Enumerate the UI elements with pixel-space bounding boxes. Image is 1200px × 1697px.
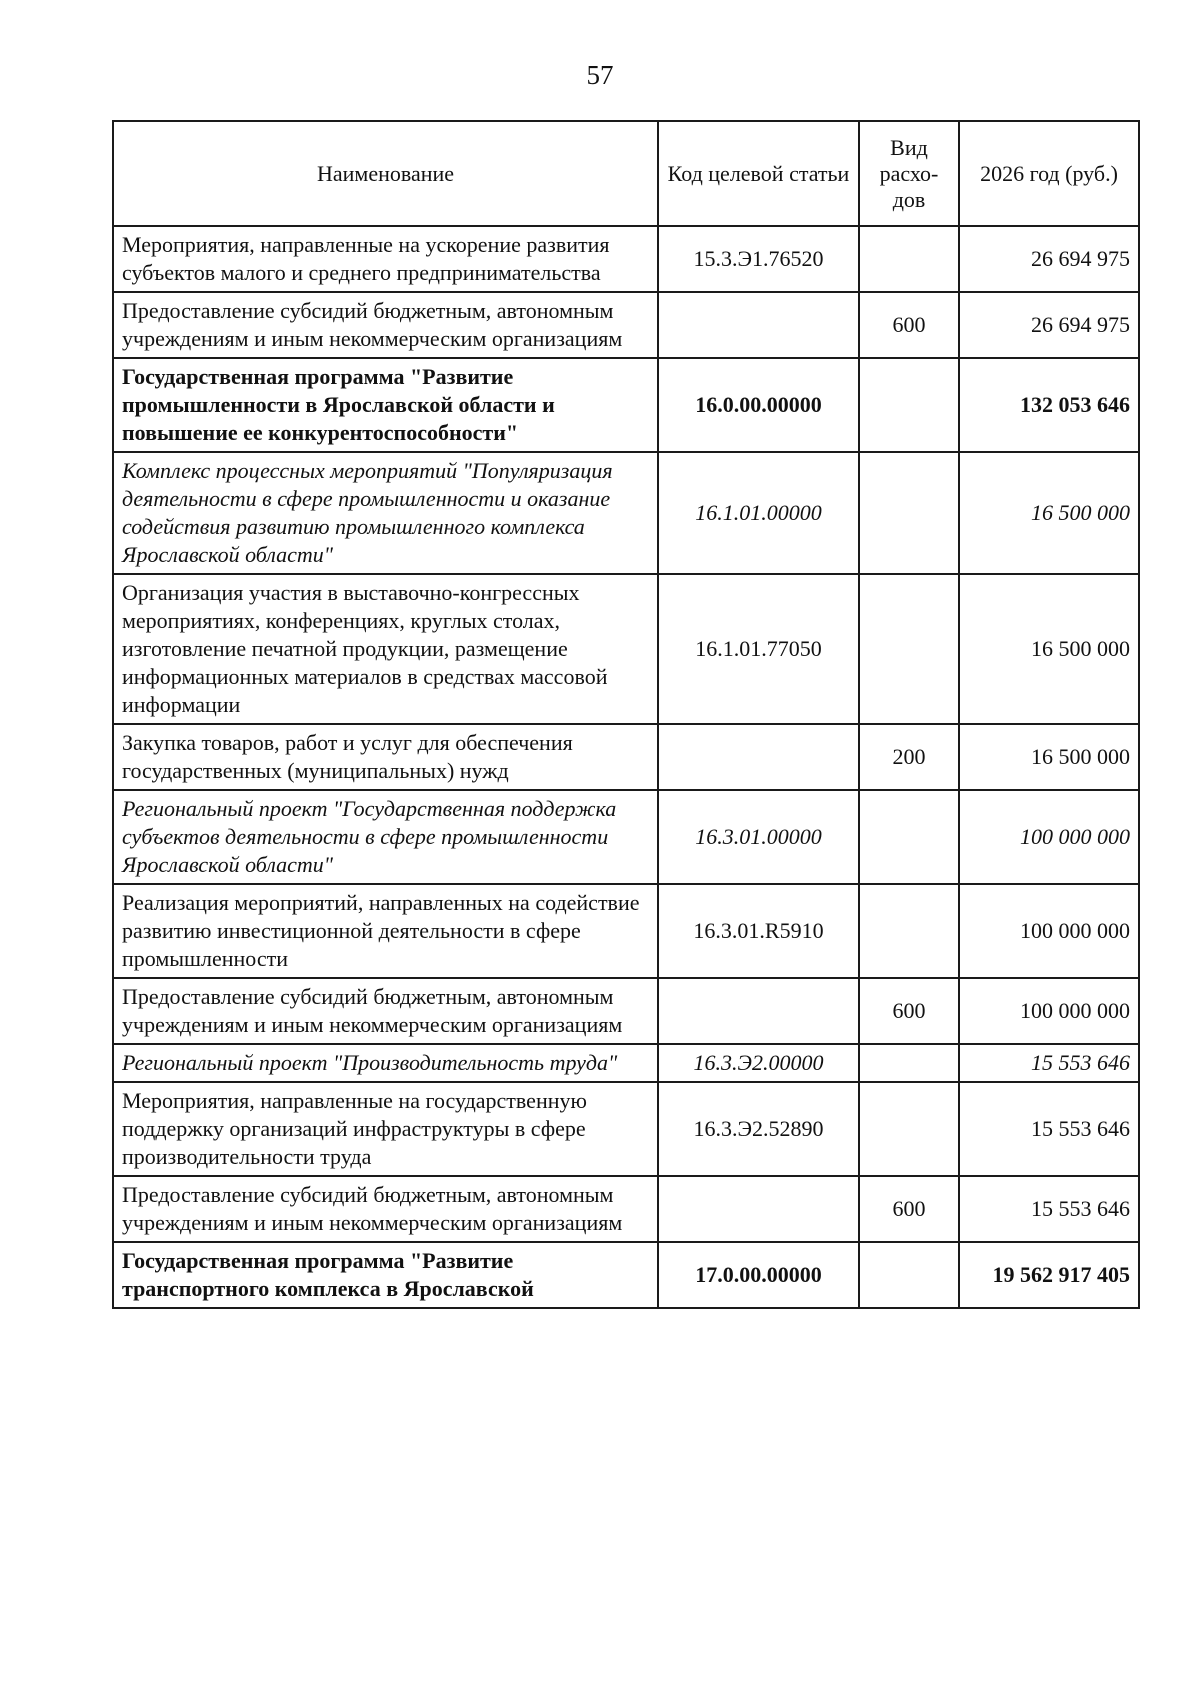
row-name: Региональный проект "Производительность труда" [113,1044,658,1082]
row-name: Комплекс процессных мероприятий "Популяризация деятельности в сфере промышленности и оказание содействия развитию промышленного комплекса Ярославской области" [113,452,658,574]
row-sum: 100 000 000 [959,978,1139,1044]
row-sum: 16 500 000 [959,574,1139,724]
row-sum: 26 694 975 [959,292,1139,358]
table-header-row [113,121,1139,226]
table-row [113,452,1139,574]
row-name: Закупка товаров, работ и услуг для обеспечения государственных (муниципальных) нужд [113,724,658,790]
row-sum: 100 000 000 [959,790,1139,884]
row-kind [859,1242,959,1308]
row-kind [859,226,959,292]
row-name: Мероприятия, направленные на государственную поддержку организаций инфраструктуры в сфере производительности труда [113,1082,658,1176]
budget-table [112,120,1140,1309]
row-kind [859,884,959,978]
row-name: Предоставление субсидий бюджетным, автономным учреждениям и иным некоммерческим организациям [113,978,658,1044]
row-name: Предоставление субсидий бюджетным, автономным учреждениям и иным некоммерческим организациям [113,1176,658,1242]
row-kind [859,790,959,884]
table-row [113,1082,1139,1176]
row-name: Предоставление субсидий бюджетным, автономным учреждениям и иным некоммерческим организациям [113,292,658,358]
row-code [658,978,859,1044]
header-code: Код целевой статьи [658,121,859,226]
row-code [658,292,859,358]
page-number: 57 [586,60,614,90]
row-code: 16.1.01.00000 [658,452,859,574]
row-code: 15.3.Э1.76520 [658,226,859,292]
row-name: Государственная программа "Развитие промышленности в Ярославской области и повышение ее конкурентоспособности" [113,358,658,452]
row-code: 16.3.01.R5910 [658,884,859,978]
row-sum: 15 553 646 [959,1044,1139,1082]
row-name: Реализация мероприятий, направленных на содействие развитию инвестиционной деятельности в сфере промышленности [113,884,658,978]
row-sum: 15 553 646 [959,1082,1139,1176]
row-code: 16.1.01.77050 [658,574,859,724]
row-sum: 26 694 975 [959,226,1139,292]
row-code: 17.0.00.00000 [658,1242,859,1308]
table-row [113,292,1139,358]
row-kind: 600 [859,978,959,1044]
table-row [113,790,1139,884]
row-kind: 200 [859,724,959,790]
row-kind [859,574,959,724]
row-kind [859,452,959,574]
table-row [113,724,1139,790]
row-sum: 15 553 646 [959,1176,1139,1242]
table-row [113,226,1139,292]
table-row [113,358,1139,452]
header-sum: 2026 год (руб.) [959,121,1139,226]
row-kind [859,1082,959,1176]
row-code: 16.3.01.00000 [658,790,859,884]
row-sum: 100 000 000 [959,884,1139,978]
row-kind [859,358,959,452]
row-sum: 19 562 917 405 [959,1242,1139,1308]
table-row [113,574,1139,724]
row-name: Мероприятия, направленные на ускорение развития субъектов малого и среднего предпринимательства [113,226,658,292]
row-code [658,1176,859,1242]
table-row [113,884,1139,978]
table-row [113,978,1139,1044]
table-row [113,1242,1139,1308]
row-name: Государственная программа "Развитие транспортного комплекса в Ярославской [113,1242,658,1308]
row-code: 16.3.Э2.00000 [658,1044,859,1082]
row-sum: 16 500 000 [959,724,1139,790]
row-code: 16.3.Э2.52890 [658,1082,859,1176]
header-name: Наименование [113,121,658,226]
table-row [113,1176,1139,1242]
row-name: Региональный проект "Государственная поддержка субъектов деятельности в сфере промышленности Ярославской области" [113,790,658,884]
row-kind: 600 [859,292,959,358]
row-sum: 132 053 646 [959,358,1139,452]
row-code [658,724,859,790]
header-kind: Вид расхо-дов [859,121,959,226]
row-kind: 600 [859,1176,959,1242]
row-sum: 16 500 000 [959,452,1139,574]
row-kind [859,1044,959,1082]
table-row [113,1044,1139,1082]
row-code: 16.0.00.00000 [658,358,859,452]
row-name: Организация участия в выставочно-конгрессных мероприятиях, конференциях, круглых столах, изготовление печатной продукции, размещение информационных материалов в средствах массовой информации [113,574,658,724]
